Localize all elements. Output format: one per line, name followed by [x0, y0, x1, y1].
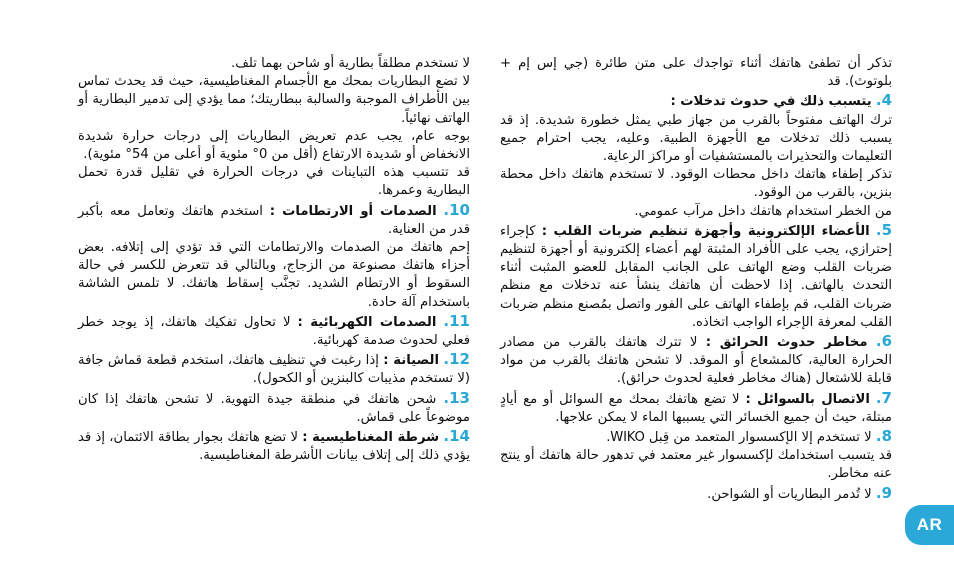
item-number: 14. [443, 427, 470, 446]
item-12 [78, 350, 470, 388]
item-heading: الأعضاء الإلكترونية وأجهزة تنظيم ضربات القلب : [541, 223, 870, 239]
item-10-extra: إحم هاتفك من الصدمات والارتطامات التي قد تؤدي إلى إتلافه. بعض أجزاء هاتفك مصنوعة من الزجاج، وبالتالي قد تتعرض للكسر في حالة السقوط أو الارتطام الشديد. تجنَّب إسقاط هاتفك. لا تلمس الشاشة باستخدام آلة حادة. [78, 240, 470, 310]
item-4-extra2: من الخطر استخدام هاتفك داخل مرآب عمومي. [634, 203, 892, 219]
item-number: 8. [875, 427, 892, 446]
item-body: لا تضع هاتفك بمحك مع السوائل أو مع أيادٍ مبتلة، حيث أن جميع الخسائر التي يسببها الماء لا يمكن علاجها. [500, 391, 892, 425]
item-heading: يتسبب ذلك في حدوث تدخلات : [670, 94, 872, 110]
item-body: لا تترك هاتفك بالقرب من مصادر الحرارة العالية، كالمشعاع أو الموقد. لا تشحن هاتفك بالقرب من مواد قابلة للاشتعال (هناك مخاطر فعلية لحدوث حرائق). [500, 335, 892, 387]
item-heading: الصيانة : [383, 353, 440, 369]
item-number: 13. [443, 388, 470, 407]
left-column [78, 55, 470, 465]
item-heading: مخاطر حدوث الحرائق : [705, 335, 868, 351]
item-8 [500, 427, 892, 447]
item-number: 9. [875, 483, 892, 502]
item-10 [78, 201, 470, 239]
item-heading: شرطة المغناطيسية : [302, 430, 440, 446]
item-body: لا تضع هاتفك بجوار بطاقة الائتمان، إذ قد يؤدي ذلك إلى إتلاف بيانات الأشرطة المغناطيسية. [78, 430, 470, 464]
item-heading: الاتصال بالسوائل : [745, 391, 870, 407]
item-number: 12. [443, 350, 470, 369]
item-7 [500, 389, 892, 427]
item-4-extra: تذكر إطفاء هاتفك داخل محطات الوقود. لا تستخدم هاتفك داخل محطة بنزين، بالقرب من الوقود. [500, 167, 892, 201]
item-body: لا تستخدم إلا الإكسسوار المتعمد من قِبل WIKO. [606, 430, 872, 446]
item-4 [500, 91, 892, 111]
item-4-body: ترك الهاتف مفتوحاً بالقرب من جهاز طبي يمثل خطورة شديدة. إذ قد يسبب ذلك تدخلات مع الأجهزة الطبية. وعليه، يجب احترام جميع التعليمات والتحذيرات بالمستشفيات أو مراكز الرعاية. [500, 112, 892, 165]
item-heading: الصدمات أو الارتطامات : [269, 203, 437, 219]
item-14 [78, 427, 470, 465]
left-intro-3: بوجه عام، يجب عدم تعريض البطاريات إلى درجات حرارة شديدة الانخفاض أو شديدة الارتفاع (أقل من 0° مئوية أو أعلى من 54° مئوية). [78, 128, 470, 163]
item-body: لا تحاول تفكيك هاتفك، إذ يوجد خطر فعلي لحدوث صدمة كهربائية. [78, 314, 470, 349]
item-number: 6. [875, 332, 892, 351]
item-body: كإجراء إحترازي، يجب على الأفراد المثبتة لهم أعضاء إلكترونية أو أجهزة لتنظيم ضربات القلب وضع الهاتف على الجانب المقابل للعضو المثبت أثناء التحدث بالهاتف. إذا لاحظت أن هاتفك ينشأ عنه تدخلات مع منظم ضربات القلب، قم بإطفاء الهاتف على الفور واتصل بمُصنع منظم ضربات القلب لمعرفة الإجراء الواجب اتخاذه. [500, 223, 892, 330]
right-intro: تذكر أن تطفئ هاتفك أثناء تواجدك على متن طائرة (جي إس إم + بلوتوث). قد [500, 56, 892, 90]
item-9 [500, 484, 892, 504]
left-intro: لا تستخدم مطلقاً بطارية أو شاحن بهما تلف. [231, 56, 470, 71]
item-number: 11. [443, 311, 470, 330]
item-body: إذا رغبت في تنظيف هاتفك، استخدم قطعة قماش جافة (لا تستخدم مذيبات كالبنزين أو الكحول). [78, 353, 470, 387]
item-body: لا تُدمر البطاريات أو الشواحن. [707, 486, 872, 502]
item-13 [78, 389, 470, 427]
language-badge: AR [905, 505, 954, 545]
item-number: 4. [875, 91, 892, 110]
item-11 [78, 312, 470, 350]
item-number: 10. [443, 200, 470, 219]
item-8-extra: قد يتسبب استخدامك لإكسسوار غير معتمد في تدهور حالة هاتفك أو ينتج عنه مخاطر. [500, 448, 892, 482]
item-6 [500, 332, 892, 389]
left-intro-2: لا تضع البطاريات بمحك مع الأجسام المغناطيسية، حيث قد يحدث تماس بين الأطراف الموجبة والسالبة ببطاريتك؛ مما يؤدي إلى تدمير البطارية أو الهاتف نهائياً. [78, 74, 470, 126]
left-intro-4: قد تتسبب هذه التباينات في درجات الحرارة في تقليل قدرة تحمل البطارية وعمرها. [78, 165, 470, 199]
item-heading: الصدمات الكهربائية : [297, 314, 437, 330]
right-column [500, 55, 892, 504]
item-5 [500, 221, 892, 332]
item-number: 7. [875, 388, 892, 407]
item-body: شحن هاتفك في منطقة جيدة التهوية. لا تشحن هاتفك إذا كان موضوعاً على قماش. [78, 391, 470, 425]
item-body: استخدم هاتفك وتعامل معه بأكبر قدر من العناية. [78, 203, 470, 237]
item-number: 5. [875, 220, 892, 239]
